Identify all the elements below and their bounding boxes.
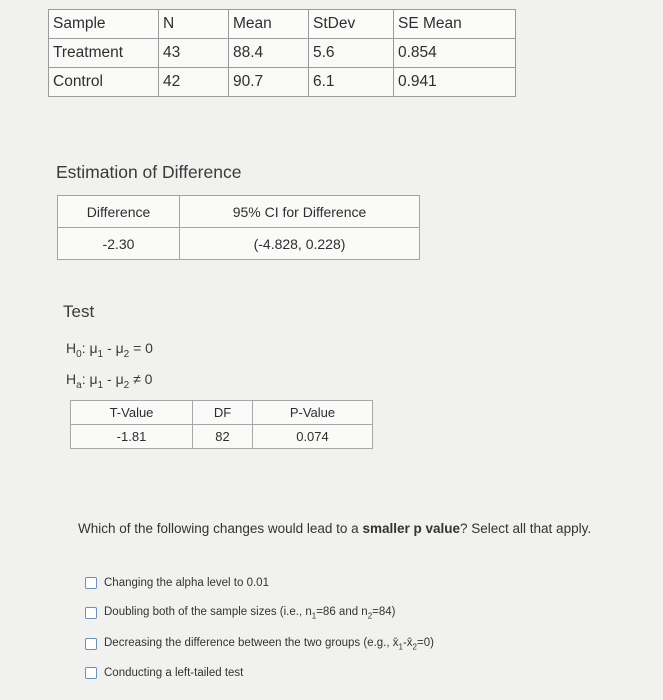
mu-subscript: 1 (97, 348, 104, 360)
p-value: 0.074 (253, 425, 373, 449)
header-mean: Mean (229, 10, 309, 39)
option-left-tailed-test[interactable] (85, 667, 243, 679)
header-df: DF (193, 401, 253, 425)
test-title: Test (63, 302, 95, 321)
question-emphasis: smaller p value (362, 521, 460, 536)
h-subscript: 0 (76, 348, 82, 360)
null-hypothesis: $H_0$: $\mu_1 - \mu_2 = 0$ (66, 340, 153, 360)
mu-symbol: μ (115, 371, 124, 387)
alternative-hypothesis: $H_a$: $\mu_1 - \mu_2 \ne 0$ (66, 371, 153, 391)
relation: = 0 (133, 340, 153, 356)
header-n: N (159, 10, 229, 39)
question-suffix: ? Select all that apply. (460, 521, 592, 536)
cell: 0.854 (394, 39, 516, 68)
mu-symbol: μ (115, 340, 124, 356)
minus-sign: - (107, 340, 112, 356)
df-value: 82 (193, 425, 253, 449)
option-text: =86 and n (316, 606, 368, 618)
option-subscript: 1 (398, 642, 403, 652)
header-ci: 95% CI for Difference (180, 196, 420, 228)
cell: Control (49, 68, 159, 97)
header-se-mean: SE Mean (394, 10, 516, 39)
option-label: Changing the alpha level to 0.01 (104, 577, 269, 589)
checkbox[interactable] (85, 577, 97, 589)
table-row (49, 68, 516, 97)
option-label: Conducting a left-tailed test (104, 667, 244, 679)
option-subscript: 1 (311, 611, 317, 621)
minus-sign: - (107, 371, 112, 387)
option-subscript: 2 (412, 642, 417, 652)
header-t-value: T-Value (71, 401, 193, 425)
option-text: Decreasing the difference between the two groups (e.g., x̄ (104, 637, 399, 649)
h-symbol: H (66, 340, 77, 356)
test-results-table (70, 400, 373, 449)
option-label (104, 637, 434, 651)
mu-symbol: μ (89, 371, 98, 387)
cell: 90.7 (229, 68, 309, 97)
option-text: =84) (372, 606, 396, 618)
cell: 6.1 (309, 68, 394, 97)
option-double-sample-sizes[interactable] (85, 606, 396, 620)
cell: 43 (159, 39, 229, 68)
checkbox[interactable] (85, 607, 97, 619)
mu-symbol: μ (89, 340, 98, 356)
t-value: -1.81 (71, 425, 193, 449)
mu-subscript: 2 (123, 379, 130, 391)
cell: 88.4 (229, 39, 309, 68)
cell: 5.6 (309, 39, 394, 68)
cell: Treatment (49, 39, 159, 68)
cell: 42 (159, 68, 229, 97)
cell: 0.941 (394, 68, 516, 97)
mu-subscript: 2 (123, 348, 130, 360)
ci-value: (-4.828, 0.228) (180, 228, 420, 260)
question-prefix: Which of the following changes would lead to a (78, 521, 363, 536)
table-header-row (49, 10, 516, 39)
mu-subscript: 1 (97, 379, 104, 391)
relation: ≠ 0 (133, 371, 153, 387)
estimation-title: Estimation of Difference (56, 162, 242, 182)
header-sample: Sample (49, 10, 159, 39)
option-text: =0) (417, 637, 434, 649)
table-header-row (71, 401, 373, 425)
option-decrease-difference[interactable] (85, 637, 434, 651)
option-label (104, 606, 396, 620)
table-row (58, 228, 420, 260)
header-stdev: StDev (309, 10, 394, 39)
checkbox[interactable] (85, 638, 97, 650)
checkbox[interactable] (85, 667, 97, 679)
sample-statistics-table (48, 9, 516, 97)
difference-value: -2.30 (58, 228, 180, 260)
table-row (49, 39, 516, 68)
option-text: Doubling both of the sample sizes (i.e., n (104, 606, 312, 618)
estimation-table (57, 195, 420, 260)
option-alpha-level[interactable] (85, 577, 269, 589)
table-header-row (58, 196, 420, 228)
table-row (71, 425, 373, 449)
header-p-value: P-Value (253, 401, 373, 425)
header-difference: Difference (58, 196, 180, 228)
question-text (78, 521, 591, 536)
h-symbol: H (66, 371, 77, 387)
h-subscript: a (76, 379, 82, 391)
option-text: -x̄ (402, 637, 413, 649)
option-subscript: 2 (367, 611, 373, 621)
